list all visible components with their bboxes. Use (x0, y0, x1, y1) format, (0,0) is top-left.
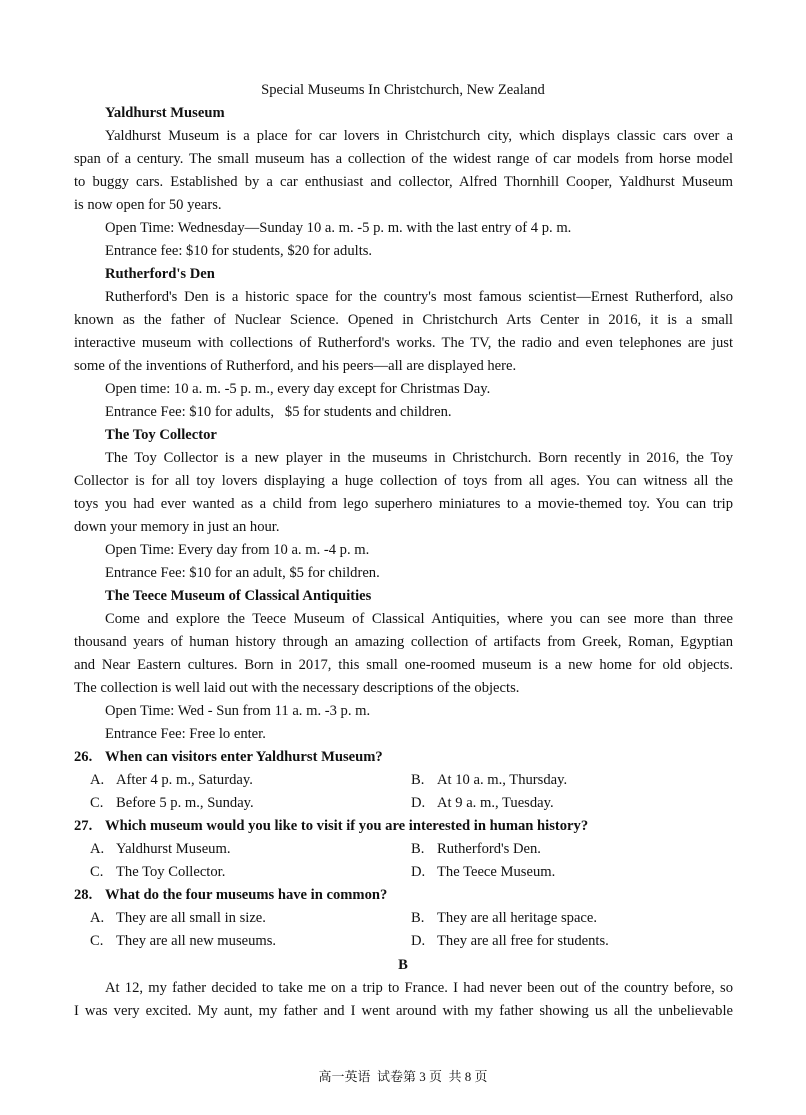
paragraph-line: thousand years of human history through an amazing collection of artifacts from Greek, Roman, Egyptian (74, 634, 733, 650)
option-a[interactable] (90, 769, 253, 792)
option-d[interactable] (411, 861, 555, 884)
option-text: After 4 p. m., Saturday. (116, 772, 253, 788)
entrance-fee: Entrance fee: $10 for students, $20 for adults. (105, 243, 373, 259)
option-letter: B. (411, 841, 425, 857)
open-time: Open time: 10 a. m. -5 p. m., every day except for Christmas Day. (105, 381, 491, 397)
option-letter: A. (90, 910, 105, 926)
entrance-fee: Entrance Fee: $10 for an adult, $5 for children. (105, 565, 380, 581)
option-text: They are all heritage space. (437, 910, 598, 926)
option-a[interactable] (90, 907, 266, 930)
paragraph-line: known as the father of Nuclear Science. Opened in Christchurch Arts Center in 2016, it is a small (74, 312, 733, 328)
option-text: At 10 a. m., Thursday. (437, 772, 568, 788)
museum-heading: Rutherford's Den (105, 266, 215, 282)
paragraph-line: Come and explore the Teece Museum of Classical Antiquities, where you can see more than three (105, 611, 733, 627)
option-b[interactable] (411, 907, 597, 930)
option-letter: B. (411, 910, 425, 926)
option-text: The Toy Collector. (116, 864, 226, 880)
option-letter: D. (411, 933, 426, 949)
question-number: 26. (74, 749, 93, 765)
paragraph-line: span of a century. The small museum has a collection of the widest range of car models from horse model (74, 151, 733, 167)
museum-heading: The Teece Museum of Classical Antiquities (105, 588, 372, 604)
paragraph-line: to buggy cars. Established by a car enthusiast and collector, Alfred Thornhill Cooper, Yaldhurst Museum (74, 174, 733, 190)
option-text: The Teece Museum. (437, 864, 556, 880)
paragraph-line: and Near Eastern cultures. Born in 2017, this small one-roomed museum is a new home for old objects. (74, 657, 733, 673)
option-letter: C. (90, 795, 104, 811)
entrance-fee: Entrance Fee: $10 for adults, $5 for students and children. (105, 404, 452, 420)
option-c[interactable] (90, 861, 225, 884)
open-time: Open Time: Wed - Sun from 11 a. m. -3 p. m. (105, 703, 371, 719)
option-c[interactable] (90, 792, 254, 815)
option-a[interactable] (90, 838, 230, 861)
paragraph-line: is now open for 50 years. (74, 197, 222, 213)
option-letter: C. (90, 864, 104, 880)
option-text: They are all free for students. (437, 933, 609, 949)
question-text: When can visitors enter Yaldhurst Museum? (105, 749, 383, 765)
option-letter: D. (411, 795, 426, 811)
option-letter: C. (90, 933, 104, 949)
option-text: They are all small in size. (116, 910, 266, 926)
paragraph-line: At 12, my father decided to take me on a trip to France. I had never been out of the country before, so (105, 980, 733, 996)
option-text: They are all new museums. (116, 933, 277, 949)
paragraph-line: down your memory in just an hour. (74, 519, 280, 535)
option-text: Before 5 p. m., Sunday. (116, 795, 254, 811)
option-b[interactable] (411, 769, 567, 792)
paragraph-line: The collection is well laid out with the necessary descriptions of the objects. (74, 680, 520, 696)
option-text: Rutherford's Den. (437, 841, 541, 857)
option-d[interactable] (411, 930, 609, 953)
passage-title: Special Museums In Christchurch, New Zealand (261, 82, 545, 98)
entrance-fee: Entrance Fee: Free lo enter. (105, 726, 266, 742)
option-letter: A. (90, 772, 105, 788)
question-26 (74, 746, 733, 769)
option-letter: D. (411, 864, 426, 880)
paragraph-line: Rutherford's Den is a historic space for the country's most famous scientist—Ernest Rutherford, also (105, 289, 733, 305)
option-letter: B. (411, 772, 425, 788)
section-b-label: B (398, 957, 408, 973)
paragraph-line: interactive museum with collections of Rutherford's works. The TV, the radio and even telephones are just (74, 335, 733, 351)
paragraph-line: some of the inventions of Rutherford, and his peers—all are displayed here. (74, 358, 517, 374)
question-number: 28. (74, 887, 93, 903)
question-text: Which museum would you like to visit if you are interested in human history? (105, 818, 589, 834)
option-b[interactable] (411, 838, 541, 861)
question-27 (74, 815, 733, 838)
option-c[interactable] (90, 930, 276, 953)
option-letter: A. (90, 841, 105, 857)
option-d[interactable] (411, 792, 554, 815)
museum-heading: Yaldhurst Museum (105, 105, 225, 121)
question-28 (74, 884, 733, 907)
paragraph-line: Yaldhurst Museum is a place for car lovers in Christchurch city, which displays classic cars over a (105, 128, 733, 144)
question-number: 27. (74, 818, 93, 834)
page-footer: 高一英语 试卷第 3 页 共 8 页 (318, 1069, 488, 1084)
option-text: At 9 a. m., Tuesday. (437, 795, 554, 811)
open-time: Open Time: Wednesday—Sunday 10 a. m. -5 p. m. with the last entry of 4 p. m. (105, 220, 572, 236)
museum-heading: The Toy Collector (105, 427, 217, 443)
paragraph-line: The Toy Collector is a new player in the museums in Christchurch. Born recently in 2016, the Toy (105, 450, 733, 466)
paragraph-line: Collector is for all toy lovers displaying a huge collection of toys from all ages. You can witness all the (74, 473, 733, 489)
paragraph-line: toys you had ever wanted as a child from lego superhero miniatures to a movie-themed toy. You can trip (74, 496, 733, 512)
option-text: Yaldhurst Museum. (116, 841, 231, 857)
paragraph-line: I was very excited. My aunt, my father and I went around with my father showing us all the unbelievable (74, 1003, 733, 1019)
open-time: Open Time: Every day from 10 a. m. -4 p. m. (105, 542, 370, 558)
question-text: What do the four museums have in common? (105, 887, 388, 903)
